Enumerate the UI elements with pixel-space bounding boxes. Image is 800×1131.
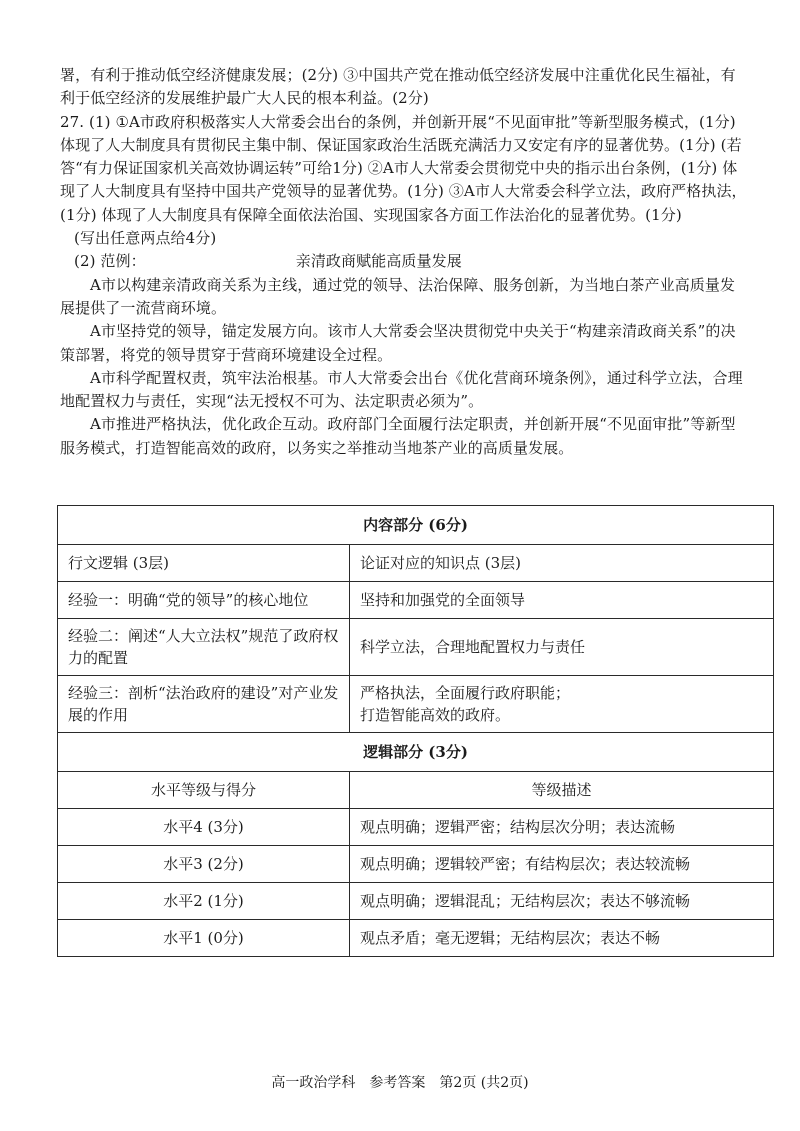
table-row xyxy=(58,545,774,582)
cell-line: 严格执法，全面履行政府职能； xyxy=(360,684,571,702)
table-cell: 经验二：阐述“人大立法权”规范了政府权力的配置 xyxy=(58,619,350,676)
essay-paragraph: A市坚持党的领导，锚定发展方向。该市人大常委会坚决贯彻党中央关于“构建亲清政商关系”的决策部署，将党的领导贯穿于营商环境建设全过程。 xyxy=(60,322,736,364)
content-section-header: 内容部分 (6分) xyxy=(58,506,774,545)
essay-paragraph: A市推进严格执法，优化政企互动。政府部门全面履行法定职责，并创新开展“不见面审批”等新型服务模式，打造智能高效的政府，以务实之举推动当地茶产业的高质量发展。 xyxy=(60,415,736,457)
answer-text xyxy=(60,64,750,460)
table-row xyxy=(58,619,774,676)
table-cell: 观点矛盾；毫无逻辑；无结构层次；表达不畅 xyxy=(350,920,774,957)
table-cell: 科学立法，合理地配置权力与责任 xyxy=(350,619,774,676)
table-cell: 坚持和加强党的全面领导 xyxy=(350,582,774,619)
table-cell: 水平3 (2分) xyxy=(58,846,350,883)
sample-essay-title: 亲清政商赋能高质量发展 xyxy=(295,252,462,271)
table-row xyxy=(58,506,774,545)
logic-section-header: 逻辑部分 (3分) xyxy=(58,733,774,772)
table-cell: 等级描述 xyxy=(350,772,774,809)
table-cell: 经验一：明确“党的领导”的核心地位 xyxy=(58,582,350,619)
sample-heading xyxy=(60,250,750,273)
table-cell: 水平等级与得分 xyxy=(58,772,350,809)
scoring-note: (写出任意两点给4分) xyxy=(74,229,217,248)
table-cell: 水平4 (3分) xyxy=(58,809,350,846)
table-row xyxy=(58,846,774,883)
table-cell: 观点明确；逻辑严密；结构层次分明；表达流畅 xyxy=(350,809,774,846)
table-cell: 行文逻辑 (3层) xyxy=(58,545,350,582)
answer-26-continuation: 署，有利于推动低空经济健康发展；(2分) ③中国共产党在推动低空经济发展中注重优化民生福祉，有利于低空经济的发展维护最广大人民的根本利益。(2分) xyxy=(60,66,736,108)
table-cell xyxy=(350,676,774,733)
table-row xyxy=(58,582,774,619)
scoring-rubric-table xyxy=(57,505,774,957)
table-cell: 水平1 (0分) xyxy=(58,920,350,957)
table-cell: 论证对应的知识点 (3层) xyxy=(350,545,774,582)
sample-label: (2) 范例： xyxy=(74,252,146,271)
essay-paragraph: A市科学配置权责，筑牢法治根基。市人大常委会出台《优化营商环境条例》，通过科学立法，合理地配置权力与责任，实现“法无授权不可为、法定职责必须为”。 xyxy=(60,368,743,411)
essay-paragraph: A市以构建亲清政商关系为主线，通过党的领导、法治保障、服务创新，为当地白茶产业高质量发展提供了一流营商环境。 xyxy=(60,275,736,317)
table-row xyxy=(58,676,774,733)
page-footer: 高一政治学科 参考答案 第2页 (共2页) xyxy=(271,1075,529,1091)
table-row xyxy=(58,920,774,957)
table-row xyxy=(58,809,774,846)
table-cell: 水平2 (1分) xyxy=(58,883,350,920)
answer-27-part-1: 27. (1) ①A市政府积极落实人大常委会出台的条例，并创新开展“不见面审批”等新型服务模式，(1分) 体现了人大制度具有贯彻民主集中制、保证国家政治生活既充满活力又安定有序的显著优势。(1分) (若答“有力保证国家机关高效协调运转”可给1分) ②A市人大常委会贯彻党中央的指示出台条例，(1分) 体现了人大制度具有坚持中国共产党领导的显著优势。(1分) ③A市人大常委会科学立法，政府严格执法，(1分) 体现了人大制度具有保障全面依法治国、实现国家各方面工作法治化的显著优势。(1分) xyxy=(60,112,747,224)
table-cell: 经验三：剖析“法治政府的建设”对产业发展的作用 xyxy=(58,676,350,733)
cell-line: 打造智能高效的政府。 xyxy=(360,706,511,724)
table-cell: 观点明确；逻辑混乱；无结构层次；表达不够流畅 xyxy=(350,883,774,920)
table-cell: 观点明确；逻辑较严密；有结构层次；表达较流畅 xyxy=(350,846,774,883)
table-row xyxy=(58,883,774,920)
table-row xyxy=(58,772,774,809)
table-row xyxy=(58,733,774,772)
